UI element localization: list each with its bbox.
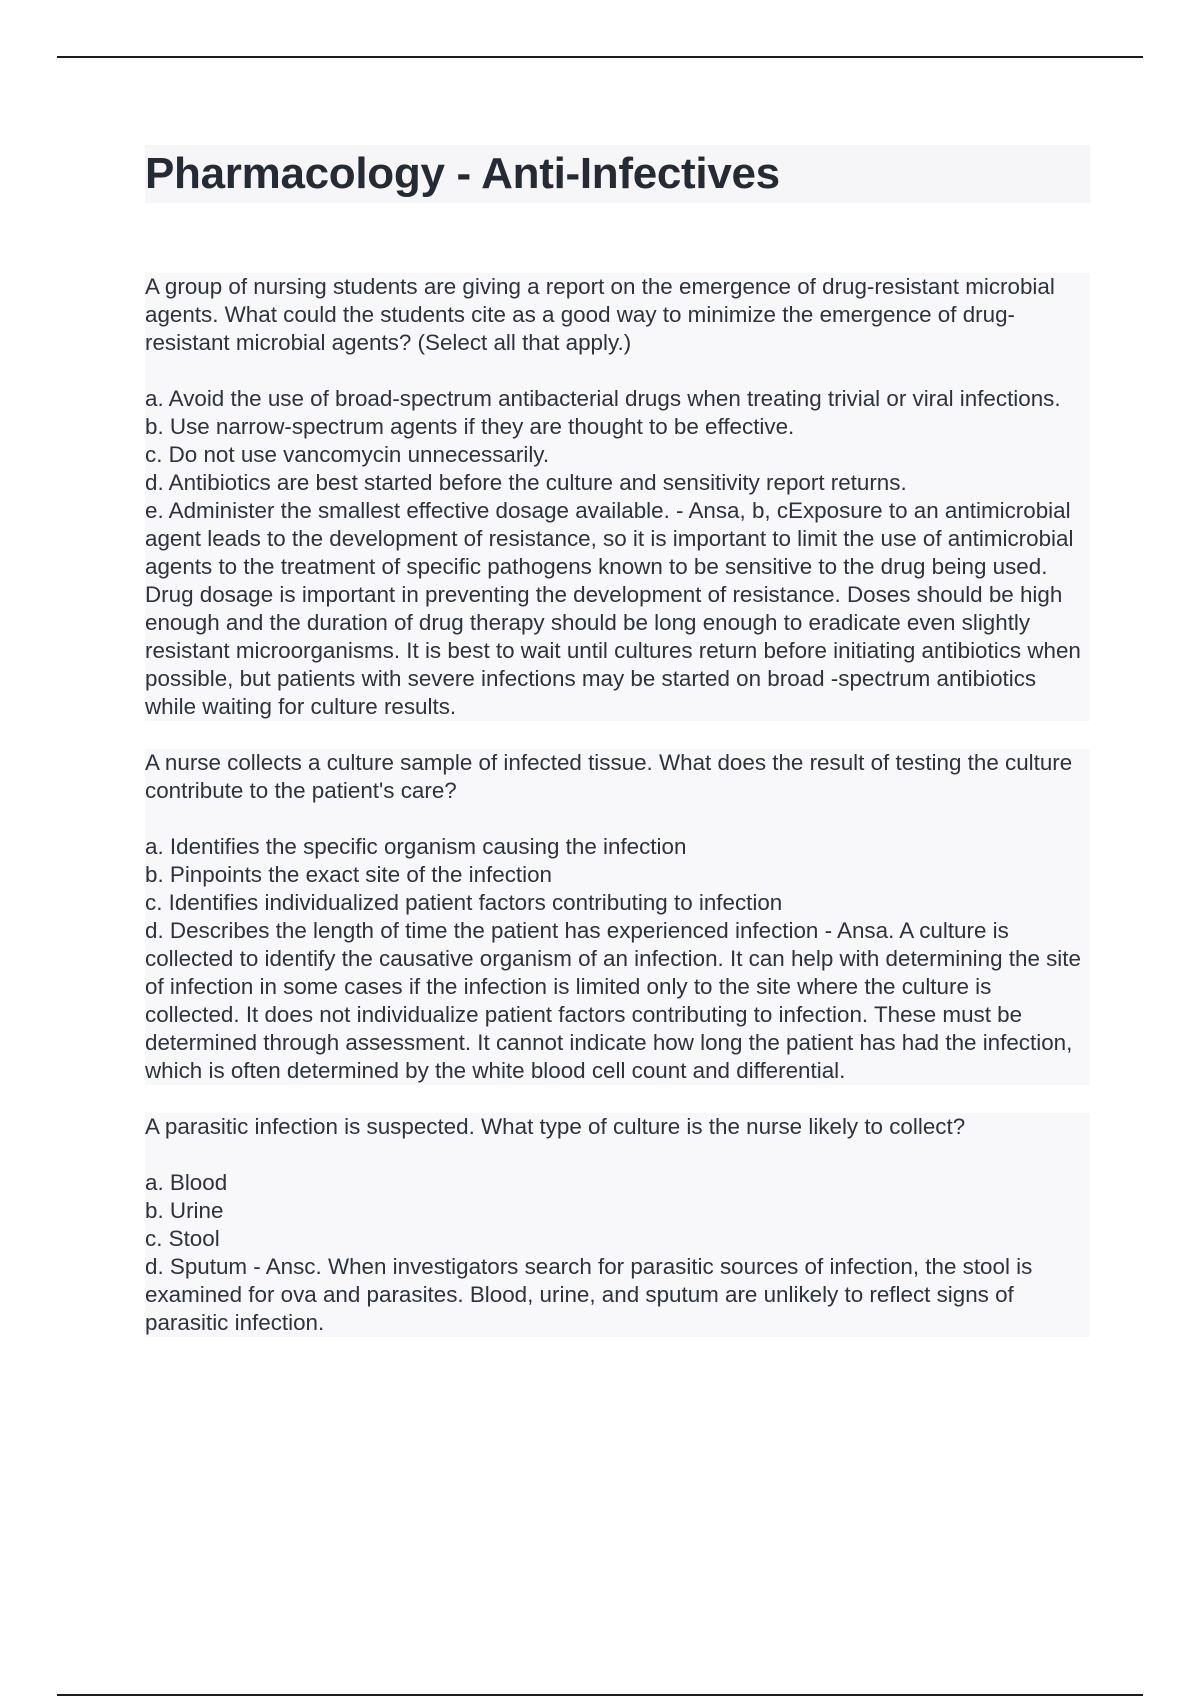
bottom-divider — [57, 1694, 1143, 1696]
answer-option-e-with-explanation: e. Administer the smallest effective dosage available. - Ansa, b, cExposure to an antimicrobial agent leads to the development of resistance, so it is important to limit the use of antimicrobial agents to the treatment of specific pathogens known to be sensitive to the drug being used. Drug dosage is important in preventing the development of resistance. Doses should be high enough and the duration of drug therapy should be long enough to eradicate even slightly resistant microorganisms. It is best to wait until cultures return before initiating antibiotics when possible, but patients with severe infections may be started on broad -spectrum antibiotics while waiting for culture results. — [145, 498, 1081, 719]
answer-option-a: a. Avoid the use of broad-spectrum antibacterial drugs when treating trivial or viral infections. — [145, 386, 1061, 411]
page-title: Pharmacology - Anti-Infectives — [145, 149, 780, 198]
answer-option-c: c. Stool — [145, 1226, 220, 1251]
question-text: A group of nursing students are giving a report on the emergence of drug-resistant microbial agents. What could the students cite as a good way to minimize the emergence of drug-resistant microbial agents? (Select all that apply.) — [145, 274, 1055, 355]
question-block-2 — [145, 749, 1090, 1085]
title-block — [145, 145, 1090, 203]
answer-option-b: b. Urine — [145, 1198, 224, 1223]
answer-option-c: c. Do not use vancomycin unnecessarily. — [145, 442, 550, 467]
answer-option-d-with-explanation: d. Sputum - Ansc. When investigators search for parasitic sources of infection, the stool is examined for ova and parasites. Blood, urine, and sputum are unlikely to reflect signs of parasitic infection. — [145, 1254, 1033, 1335]
question-text: A nurse collects a culture sample of infected tissue. What does the result of testing the culture contribute to the patient's care? — [145, 750, 1073, 803]
answer-option-b: b. Use narrow-spectrum agents if they are thought to be effective. — [145, 414, 795, 439]
answer-option-d-with-explanation: d. Describes the length of time the patient has experienced infection - Ansa. A culture is collected to identify the causative organism of an infection. It can help with determining the site of infection in some cases if the infection is limited only to the site where the culture is collected. It does not individualize patient factors contributing to infection. These must be determined through assessment. It cannot indicate how long the patient has had the infection, which is often determined by the white blood cell count and differential. — [145, 918, 1081, 1083]
question-text: A parasitic infection is suspected. What type of culture is the nurse likely to collect? — [145, 1114, 966, 1139]
answer-option-d: d. Antibiotics are best started before the culture and sensitivity report returns. — [145, 470, 907, 495]
answer-option-c: c. Identifies individualized patient factors contributing to infection — [145, 890, 783, 915]
question-block-3 — [145, 1113, 1090, 1337]
answer-option-a: a. Identifies the specific organism causing the infection — [145, 834, 687, 859]
answer-option-b: b. Pinpoints the exact site of the infection — [145, 862, 553, 887]
document-body — [145, 145, 1090, 1365]
answer-option-a: a. Blood — [145, 1170, 228, 1195]
question-block-1 — [145, 273, 1090, 721]
top-divider — [57, 56, 1143, 58]
